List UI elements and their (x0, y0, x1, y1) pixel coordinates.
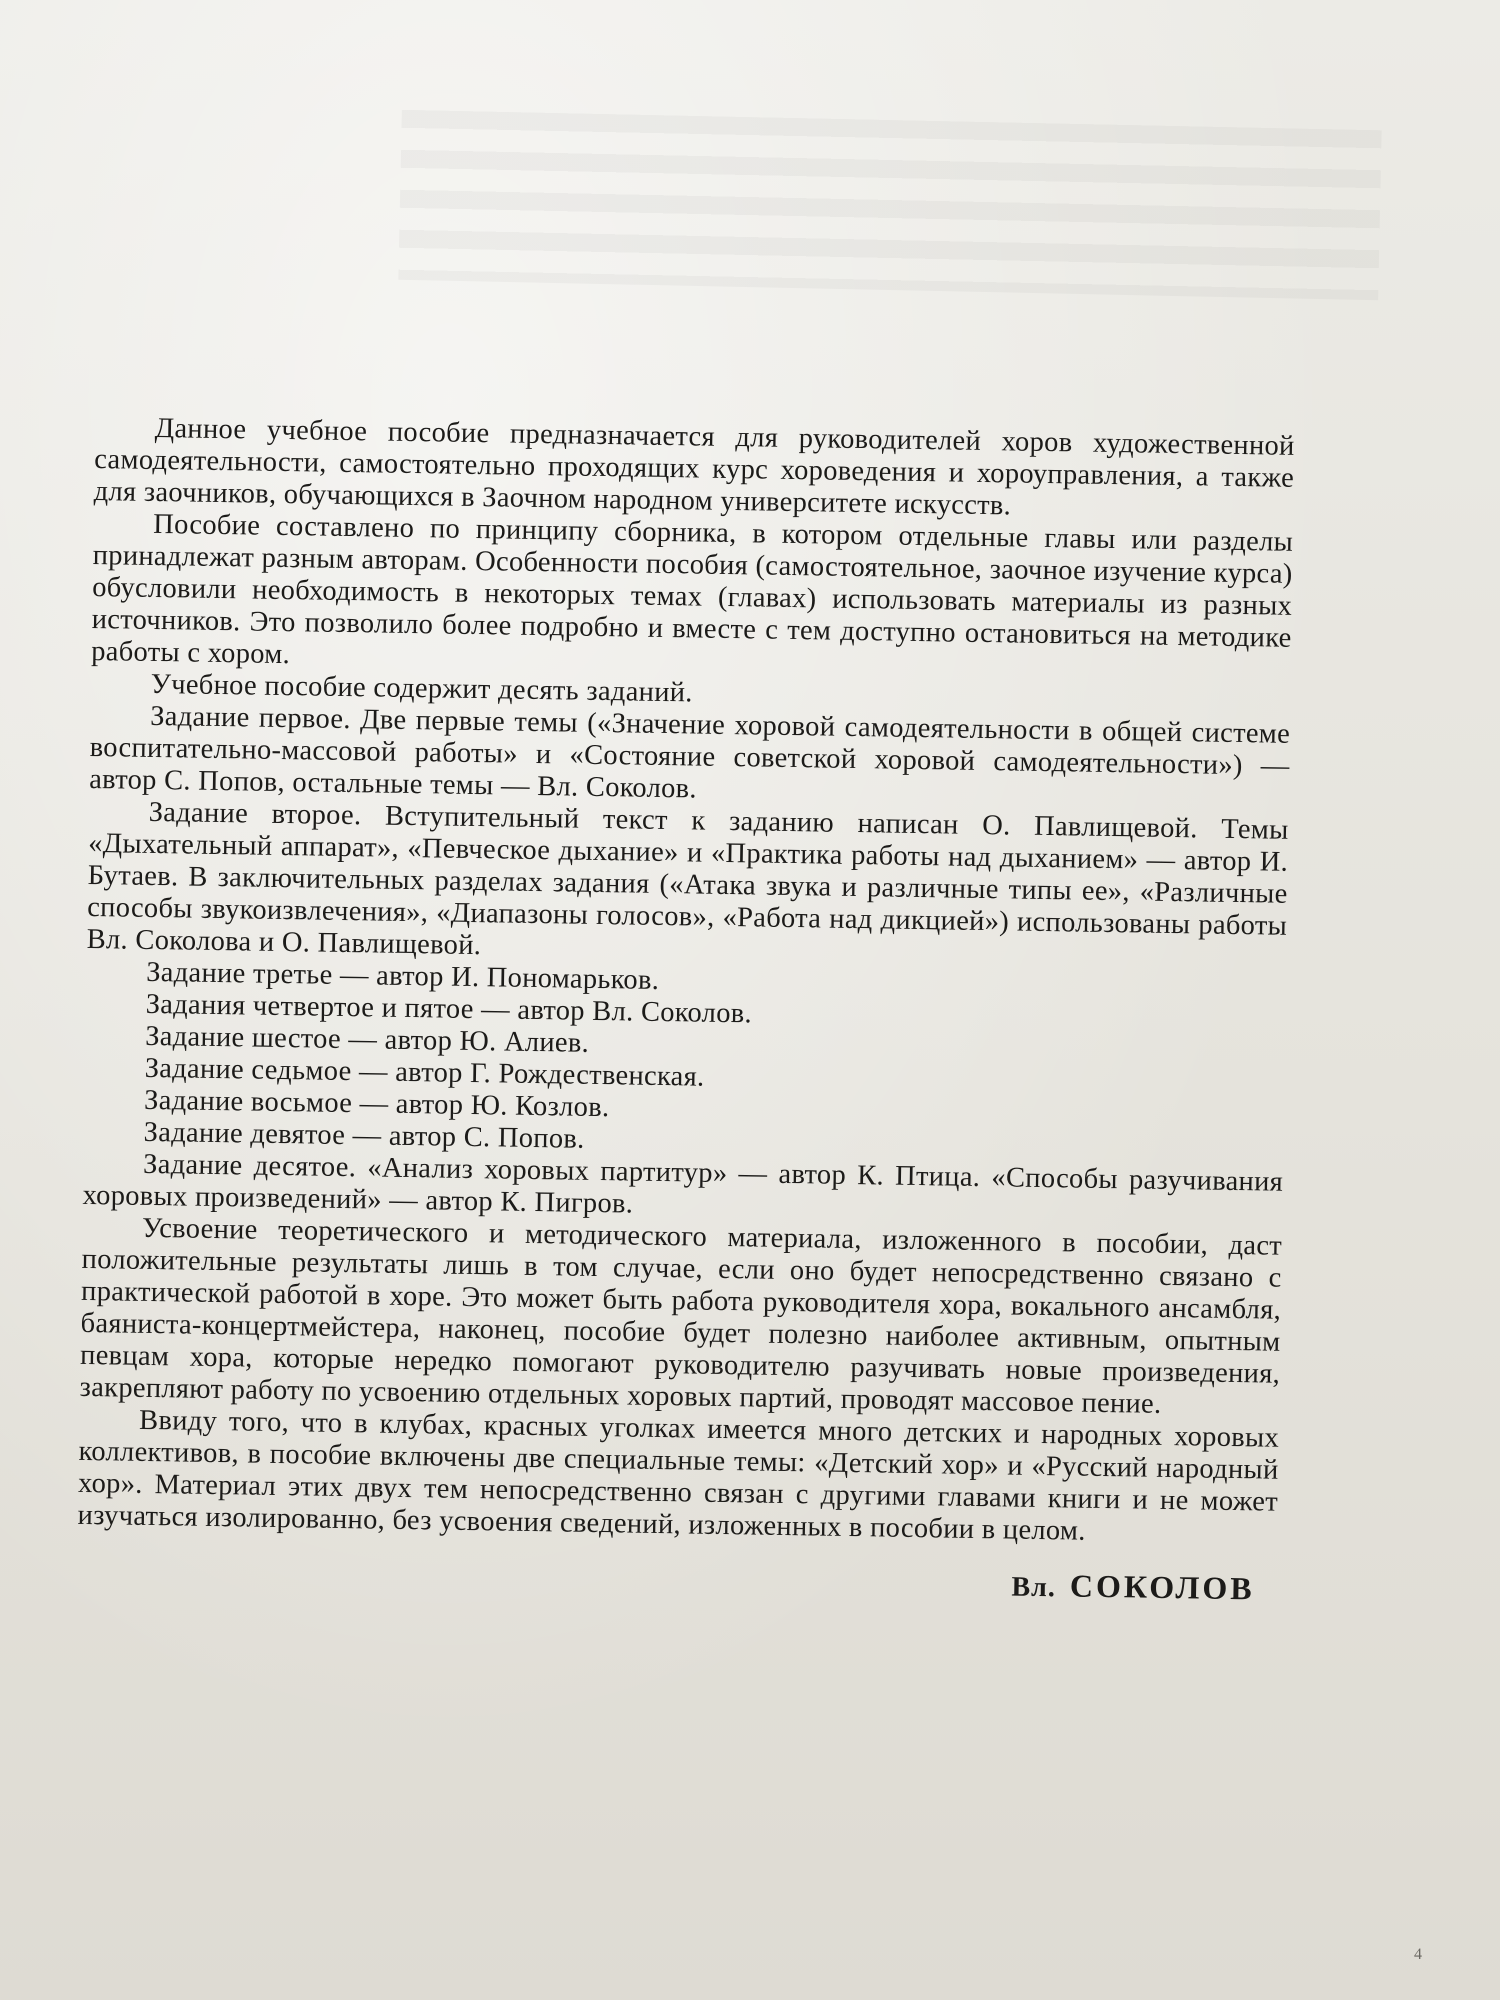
paragraph-intro: Данное учебное пособие предназначается для руководителей хоров художественной самодеятельности, самостоятельно проходящих курс хороведения и хороуправления, а также для заочников, обучающихся в Заочном народном университете искусств. (93, 412, 1295, 522)
paragraph-task-6: Задание шестое — автор Ю. Алиев. (144, 1020, 590, 1059)
paragraph-task-9: Задание девятое — автор С. Попов. (143, 1116, 585, 1155)
paragraph-task-8: Задание восьмое — автор Ю. Козлов. (143, 1084, 610, 1124)
paragraph-structure: Пособие составлено по принципу сборника, в котором отдельные главы или разделы принадлежат разным авторам. Особенности пособия (самостоятельное, заочное изучение курса) обусловили необходимость в некоторых темах (главах) использовать материалы из разных источников. Это позволило более подробно и вместе с тем доступно остановиться на методике работы с хором. (90, 508, 1294, 671)
bleed-through-texture (398, 110, 1381, 300)
paragraph-practice: Усвоение теоретического и методического материала, изложенного в пособии, даст положительные результаты лишь в том случае, если оно будет непосредственно связано с практической работой в хоре. Это может быть работа руководителя хора, вокального ансамбля, баяниста-концертмейстера, наконец, пособие будет полезно наиболее активным, опытным певцам хора, которые нередко помогают руководителю разучивать новые произведения, закрепляют работу по усвоению отдельных хоровых партий, проводят массовое пение. (79, 1212, 1283, 1420)
author-signature (77, 1552, 1277, 1608)
signature-surname: СОКОЛОВ (1069, 1567, 1255, 1607)
paragraph-task-4-5: Задания четвертое и пятое — автор Вл. Соколов. (145, 988, 753, 1030)
paragraph-task-7: Задание седьмое — автор Г. Рождественская. (144, 1052, 705, 1093)
preface-text (77, 412, 1295, 1608)
signature-initials: Вл. (1011, 1571, 1057, 1604)
page-number: 4 (1414, 1946, 1422, 1963)
paragraph-task-count: Учебное пособие содержит десять заданий. (150, 668, 693, 709)
paragraph-task-2: Задание второе. Вступительный текст к заданию написан О. Павлищевой. Темы «Дыхательный аппарат», «Певческое дыхание» и «Практика работы над дыханием» — автор И. Бутаев. В заключительных разделах задания («Атака звука и различные типы ее», «Различные способы звукоизвлечения», «Диапазоны голосов», «Работа над дикцией») использованы работы Вл. Соколова и О. Павлищевой. (86, 796, 1289, 962)
paragraph-task-1: Задание первое. Две первые темы («Значение хоровой самодеятельности в общей системе воспитательно-массовой работы» и «Состояние советской хоровой самодеятельности») — автор С. Попов, остальные темы — Вл. Соколов. (88, 700, 1291, 805)
paragraph-task-3: Задание третье — автор И. Пономарьков. (145, 956, 660, 996)
paragraph-task-10: Задание десятое. «Анализ хоровых партитур» — автор К. Птица. «Способы разучивания хоровых произведений» — автор К. Пигров. (82, 1148, 1284, 1220)
paragraph-special-topics: Ввиду того, что в клубах, красных уголках имеется много детских и народных хоровых коллективов, в пособие включены две специальные темы: «Детский хор» и «Русский народный хор». Материал этих двух тем непосредственно связан с другими главами книги и не может изучаться изолированно, без усвоения сведений, изложенных в пособии в целом. (77, 1404, 1280, 1547)
